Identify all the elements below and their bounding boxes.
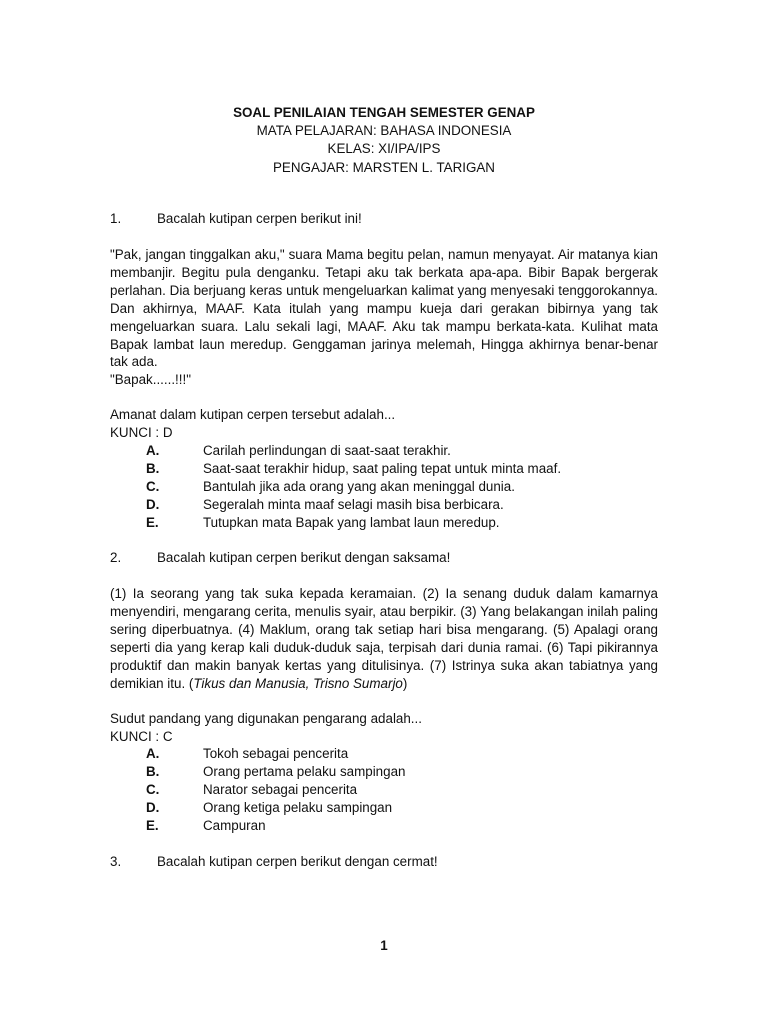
option-e [146, 514, 646, 532]
passage-text: "Pak, jangan tinggalkan aku," suara Mama begitu pelan, namun menyayat. Air matanya kian membanjir. Begitu pula denganku. Tetapi aku tak berkata apa-apa. Bibir Bapak bergerak perlahan. Dia berjuang keras untuk mengeluarkan kalimat yang menyesaki tenggorokannya. Dan akhirnya, MAAF. Kata itulah yang mampu kueja dari gerakan bibirnya yang tak mengeluarkan suara. Lalu sekali lagi, MAAF. Aku tak mampu berkata-kata. Kulihat mata Bapak lambat laun meredup. Genggaman jarinya melemah, Hingga akhirnya benar-benar tak ada. [110, 247, 658, 370]
option-d [146, 799, 646, 817]
subject-line: MATA PELAJARAN: BAHASA INDONESIA [256, 123, 512, 139]
question-text: Amanat dalam kutipan cerpen tersebut adalah... [110, 407, 396, 422]
document-header [0, 104, 768, 177]
option-letter: C. [146, 782, 160, 797]
option-letter: E. [146, 818, 159, 833]
option-d [146, 496, 646, 514]
option-c [146, 781, 646, 799]
passage-source: Tikus dan Manusia, Trisno Sumarjo [193, 675, 403, 691]
option-a [146, 745, 646, 763]
exam-title: SOAL PENILAIAN TENGAH SEMESTER GENAP [233, 105, 535, 120]
question-number: 2. [110, 550, 122, 565]
option-letter: B. [146, 461, 160, 476]
option-c [146, 478, 646, 496]
option-text: Orang ketiga pelaku sampingan [203, 800, 393, 815]
passage-closing-line: "Bapak......!!!" [110, 372, 191, 388]
option-letter: E. [146, 515, 159, 530]
option-text: Segeralah minta maaf selagi masih bisa berbicara. [203, 497, 504, 512]
option-b [146, 763, 646, 781]
question-2-options [146, 745, 646, 835]
option-b [146, 460, 646, 478]
question-2-prompt [110, 710, 658, 746]
option-letter: B. [146, 764, 160, 779]
answer-key: KUNCI : D [110, 425, 173, 440]
option-text: Narator sebagai pencerita [203, 782, 358, 797]
option-text: Campuran [203, 818, 266, 833]
option-text: Orang pertama pelaku sampingan [203, 764, 406, 779]
option-text: Saat-saat terakhir hidup, saat paling tepat untuk minta maaf. [203, 461, 562, 476]
question-1-passage [110, 246, 658, 389]
question-2-heading [110, 549, 658, 567]
option-text: Carilah perlindungan di saat-saat terakhir. [203, 443, 451, 458]
question-instruction: Bacalah kutipan cerpen berikut dengan cermat! [157, 854, 438, 869]
question-3-heading [110, 853, 658, 871]
option-letter: A. [146, 746, 160, 761]
teacher-line: PENGAJAR: MARSTEN L. TARIGAN [273, 159, 495, 175]
option-text: Bantulah jika ada orang yang akan meninggal dunia. [203, 479, 515, 494]
passage-body: (1) Ia seorang yang tak suka kepada keramaian. (2) Ia senang duduk dalam kamarnya menyendiri, mengarang cerita, menulis syair, atau berpikir. (3) Yang belakangan inilah paling sering diperbuatnya. (4) Maklum, orang tak setiap hari bisa mengarang. (5) Apalagi orang seperti dia yang kerap kali duduk-duduk saja, terpisah dari dunia ramai. (6) Tapi pikirannya produktif dan makin banyak kertas yang ditulisinya. (7) Istrinya suka akan tabiatnya yang demikian itu. ( [110, 586, 658, 691]
question-text: Sudut pandang yang digunakan pengarang adalah... [110, 711, 422, 726]
question-1-heading [110, 210, 658, 228]
answer-key: KUNCI : C [110, 729, 173, 744]
question-1-prompt [110, 406, 658, 442]
question-1-options [146, 442, 646, 532]
option-letter: D. [146, 800, 160, 815]
option-letter: C. [146, 479, 160, 494]
question-instruction: Bacalah kutipan cerpen berikut ini! [157, 211, 362, 226]
option-letter: D. [146, 497, 160, 512]
option-text: Tutupkan mata Bapak yang lambat laun meredup. [203, 515, 500, 530]
option-text: Tokoh sebagai pencerita [203, 746, 349, 761]
question-2-passage [110, 585, 658, 692]
class-line: KELAS: XI/IPA/IPS [327, 141, 441, 157]
question-number: 3. [110, 854, 122, 869]
passage-text [110, 585, 658, 692]
page-number: 1 [380, 938, 388, 953]
option-letter: A. [146, 443, 160, 458]
question-instruction: Bacalah kutipan cerpen berikut dengan saksama! [157, 550, 451, 565]
option-a [146, 442, 646, 460]
option-e [146, 817, 646, 835]
passage-source-close: ) [402, 675, 408, 691]
question-number: 1. [110, 211, 122, 226]
